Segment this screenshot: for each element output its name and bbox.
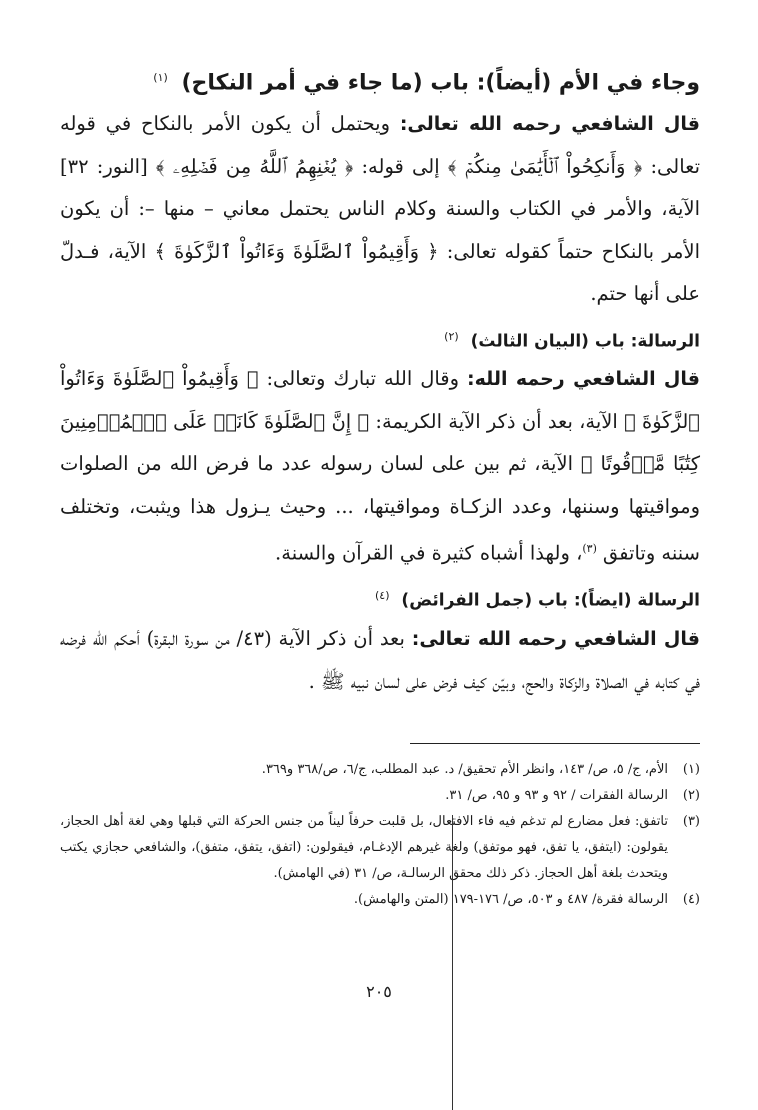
speaker-label: قال الشافعي رحمه الله: [466, 368, 700, 391]
paragraph-text: الآية، فـدلّ على أنها حتم. [60, 239, 700, 306]
paragraph-text: الآية، ثم بين على لسان رسوله عدد ما فرض الله من الصلوات ومواقيتها وسننها، وعدد الزكـاة ومواقيتها، ... وحيث يـزول هذا ويثبت، وتختلف سننه وتاتفق [60, 452, 700, 565]
paragraph-text: ، ولهذا أشباه كثيرة في القرآن والسنة. [275, 541, 583, 565]
section-heading-nikah [60, 58, 700, 103]
quran-verse: ﴿ يُغۡنِهِمُ ٱللَّهُ مِن فَضۡلِهِۦ ﴾ [155, 154, 354, 178]
footnote-text: الأم، ج/ ٥، ص/ ١٤٣، وانظر الأم تحقيق/ د. عبد المطلب، ج/٦، ص/٣٦٨ و٣٦٩. [261, 762, 668, 777]
section-heading-bayan [60, 320, 700, 359]
quran-verse: ﴿ وَأَقِيمُواْ ٱلصَّلَوٰةَ وَءَاتُواْ ٱلزَّكَوٰةَ ﴾ [154, 239, 439, 263]
paragraph-text: ويحتمل أن يكون الأمر بالنكاح في قوله تعالى: [60, 112, 700, 178]
heading-text: الرسالة (ايضاً): باب (جمل الفرائض) [401, 591, 700, 612]
footnote-text: الرسالة فقرة/ ٤٨٧ و ٥٠٣، ص/ ١٧٦-١٧٩ (المتن والهامش). [353, 892, 668, 907]
footnote-item [60, 809, 700, 887]
footnote-ref: (٤) [374, 589, 390, 603]
heading-text: الرسالة: باب (البيان الثالث) [470, 331, 700, 352]
paragraph-text: إلى قوله: [353, 154, 448, 178]
paragraph-text: [النور: ٣٢] الآية، والأمر في الكتاب والسنة وكلام الناس يحتمل معاني – منها –: أن يكون الأمر بالنكاح حتماً كقوله تعالى: [60, 154, 700, 263]
paragraph-nikah [60, 103, 700, 316]
quran-verse: ﴿ إِنَّ ٱلصَّلَوٰةَ كَانَتۡ عَلَى ٱلۡمُؤۡمِنِينَ كِتَٰبًا مَّوۡقُوتًا ﴾ [60, 409, 700, 476]
paragraph-text: وقال الله تبارك وتعالى: [258, 367, 467, 391]
speaker-label: قال الشافعي رحمه الله تعالى: [411, 628, 700, 651]
footnote-divider [410, 743, 700, 744]
footnote-ref: (٢) [444, 329, 459, 343]
footnotes [60, 757, 700, 913]
paragraph-text: الآية، بعد أن ذكر الآية الكريمة: [369, 409, 625, 433]
speaker-label: قال الشافعي رحمه الله تعالى: [399, 113, 700, 136]
footnote-text: الرسالة الفقرات / ٩٢ و ٩٣ و ٩٥، ص/ ٣١. [445, 788, 668, 803]
footnote-item [60, 757, 700, 783]
footnote-ref: (٣) [582, 542, 597, 556]
footnote-number: (١) [682, 762, 700, 777]
footnote-item [60, 783, 700, 809]
footnote-number: (٢) [682, 788, 700, 803]
footnote-item [60, 887, 700, 913]
footnote-text: تاتفق: فعل مضارع لم تدغم فيه فاء الافتعال، بل قلبت حرفاً ليناً من جنس الحركة التي قبلها وهي لغة أهل الحجاز، يقولون: (ايتفق، يا تفق، فهو موتفق) ولغة غيرهم الإدغـام، فيقولون: (اتفق، يتفق، متفق)، والشافعي حجازي يكتب ويتحدث بلغة أهل الحجاز. ذكر ذلك محقق الرسالـة، ص/ ٣١ (في الهامش). [60, 814, 668, 881]
section-heading-faraid [60, 579, 700, 618]
main-text [60, 58, 700, 703]
paragraph-faraid [60, 618, 700, 703]
footnote-number: (٣) [682, 814, 700, 829]
quran-verse: ﴿ وَأَنكِحُواْ ٱلۡأَيَٰمَىٰ مِنكُمۡ ﴾ [447, 154, 643, 178]
scan-gutter-line [452, 815, 453, 1110]
paragraph-bayan [60, 358, 700, 575]
footnote-number: (٤) [682, 892, 700, 907]
heading-text: وجاء في الأم (أيضاً): باب (ما جاء في أمر النكاح) [181, 70, 700, 96]
paragraph-text: بعد أن ذكر الآية (٤٣/ من سورة البقرة) أحكم الله فرضه في كتابه في الصلاة والزكاة والحج، وبيّن كيف فرض على لسان نبيه ﷺ . [60, 627, 700, 693]
footnote-ref: (١) [153, 71, 168, 84]
page-number: ٢٠٥ [366, 982, 392, 1001]
quran-verse: ﴿ وَأَقِيمُواْ ٱلصَّلَوٰةَ وَءَاتُواْ ٱلزَّكَوٰةَ ﴾ [60, 367, 700, 433]
